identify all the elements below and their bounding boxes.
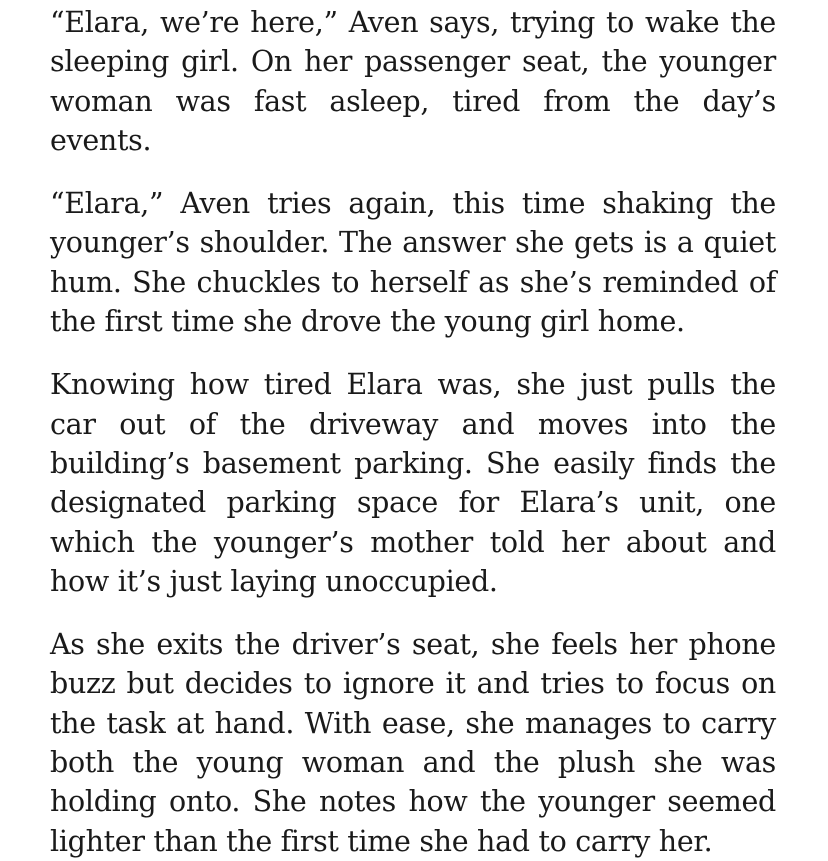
paragraph-3: Knowing how tired Elara was, she just pulls the car out of the driveway and moves into the building’s basement parking. She easily finds the designated parking space for Elara’s unit, one which the younger’s mother told her about and how it’s just laying unoccupied.	[50, 368, 776, 598]
paragraph-4: As she exits the driver’s seat, she feels her phone buzz but decides to ignore it and tries to focus on the task at hand. With ease, she manages to carry both the young woman and the plush she was holding onto. She notes how the younger seemed lighter than the first time she had to carry her.	[50, 628, 776, 858]
paragraph-2: “Elara,” Aven tries again, this time shaking the younger’s shoulder. The answer she gets is a quiet hum. She chuckles to herself as she’s reminded of the first time she drove the young girl home.	[50, 187, 776, 339]
story-page	[50, 0, 776, 858]
paragraph-1: “Elara, we’re here,” Aven says, trying to wake the sleeping girl. On her passenger seat, the younger woman was fast asleep, tired from the day’s events.	[50, 6, 776, 157]
